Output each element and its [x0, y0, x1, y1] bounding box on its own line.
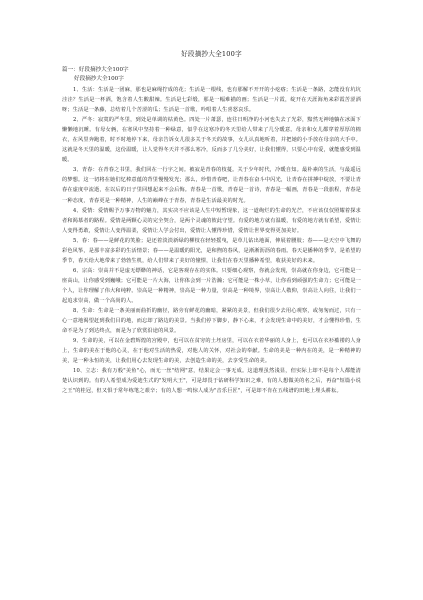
- paragraph-spring: 5、春：春——是鲜花的笑脸；是还着淡淡新绿的柳枝在轻轻摇曳，是草儿钻出地面，伸展着腰肢；春——是天空中飞舞的彩色风筝，是那丰富多彩的生活情景；春——是温暖的阳光，是和煦的春风，是淅淅沥沥的春雨。春天是播种的季节，是希望的季节，春天给大地带来了勃勃生机，给人们带来了美好的憧憬，让我们在春天里播种希望，收获美好的未来。: [62, 237, 361, 264]
- paragraph-love: 4、爱情：爱情赐予万事万物的魅力，其实决不应该是人生中短暂现象，这一道绚烂的生命的光芒，不应该仅仅照耀着探求者和渴慕者的路程。爱情是两颗心灵的完全契合，是两个灵魂的彼此守望。有爱的地方就有温暖，有爱的地方就有希望，爱情让人变得勇敢，爱情让人变得温柔，爱情让人学会付出，爱情让人懂得珍惜，爱情让世界变得更加美好。: [62, 207, 361, 234]
- section-heading: 好段摘抄大全100字: [74, 76, 124, 82]
- document-body: [62, 85, 361, 396]
- paragraph-lofty: 6、宗高：崇高并不是虚无缥缈的神话，它是客观存在的实体。只要细心观察，你就会发现，崇高就在你身边，它可能是一座高山，让你感受到巍峨；它可能是一片大海，让你体会到一片浩瀚；它可能是一株小草，让你看到顽强的生命力；它可能是一个人，让你理解了伟大和纯粹。崇高是一种精神，崇高是一种力量，崇高是一种境界，崇高让人敬仰，崇高让人向往，让我们一起追求崇高，做一个高尚的人。: [62, 267, 361, 304]
- paragraph-life-path: 8、生命：生命是一条美丽而曲折的幽径，路旁有鲜花的幽暗，紧紧的美景，但我们很少去用心观察，或匆匆而过，只有一心一意地渴望赶到我们目的地，而忘却了路边的美景。当我们停下脚步，静下心来，才会发现生命中的美好，才会懂得珍惜，生命不是为了到达终点，而是为了欣赏沿途的风景。: [62, 308, 361, 335]
- paragraph-life: 1、生活：生活是一团麻，那也是麻绳拧成的花；生活是一根线，也有那解不开开的小疙瘩；生活是一条路，怎能没有坑坑洼洼？生活是一杯酒，饱含着人生酸甜辣。生活是七彩缎，那是一幅难描的画；生活是一片霞，绽开在天涯海角来彩霞苦涩酒呀；生活是一条藤，总结着几个苦涩的瓜；生活是一首歌，吟唱着人生喜怒哀乐。: [62, 87, 361, 114]
- paragraph-life-beauty: 9、生命的美，可以在金碧辉煌的宫殿中，也可以在贫穷的土坯房里，可以在衣着华丽的人身上，也可以在衣衫褴褛的人身上，生命的美在于他的心灵，在于他对生活的热爱，对他人的关怀，对社会的奉献。生命的美是一种内在的美，是一种精神的美，是一种永恒的美，让我们用心去发现生命的美，去创造生命的美，去享受生命的美。: [62, 338, 361, 365]
- chapter-heading: 篇一：好段摘抄大全100字: [62, 67, 129, 73]
- document-title: 好段摘抄大全100字: [181, 50, 242, 58]
- paragraph-youth: 3、青春：在青春之书里，我们回在一行字之间。被寂是青春的枝蔓。关于少年时代，冷暖自知。最朴素的生活，与最遥远的梦想。这一切将在她们忆棒意蕴的背里慢慢发光；那么，珍惜青春吧，让青春在奋斗中闪光，让青春在拼搏中绽放，不要让青春在虚度中流逝，在以后的日子里回想起来不会后悔。青春是一首歌，青春是一首诗，青春是一幅画，青春是一段旅程，青春是一种态度，青春更是一种精神，人生的巅峰在于青春，青春是生活最美的时光。: [62, 167, 361, 204]
- paragraph-ambition: 10、立志：我有万般"美鱼"心，而无一丝"结网"意，结果定会一事无成。这道理虽然浅显，但实际上却不是每个人都能清楚认识到的。有的人希望成为爱迪生式的"发明大王"，可是却畏于钻研科学知识之难，有的人想做美的名之后，再奋"短篇小说之王"的桂冠，但又惧于常年练笔之艰辛；有的人想一鸣惊人成为"音乐巨匠"，可是却不肯在五线谱的田地上埋头耕耘。: [62, 368, 361, 395]
- paragraph-winter: 2、严冬：寂寞的严冬里，到处是单调的枯黄色。四处一片萧瑟，连往日明净的小河也失去了光彩，黯然无神地躺在冰面下懒懒地沉睡。有母女俩，在寒风中坚持着一种绿意，似乎在这寒冷的冬天里给人带来了几分暖意。母亲和女儿都穿着厚厚的棉衣，在风里奔跑着，时不时地停下来，母亲告诉女儿很多关于冬天的故事，女儿认真地听着，并把她的小手放在母亲的大手中。这就是冬天里的温暖，这份温暖，让人觉得冬天并不那么寒冷，反而多了几分美好，让我们懂得，只要心中有爱，就能感受到温暖。: [62, 117, 361, 164]
